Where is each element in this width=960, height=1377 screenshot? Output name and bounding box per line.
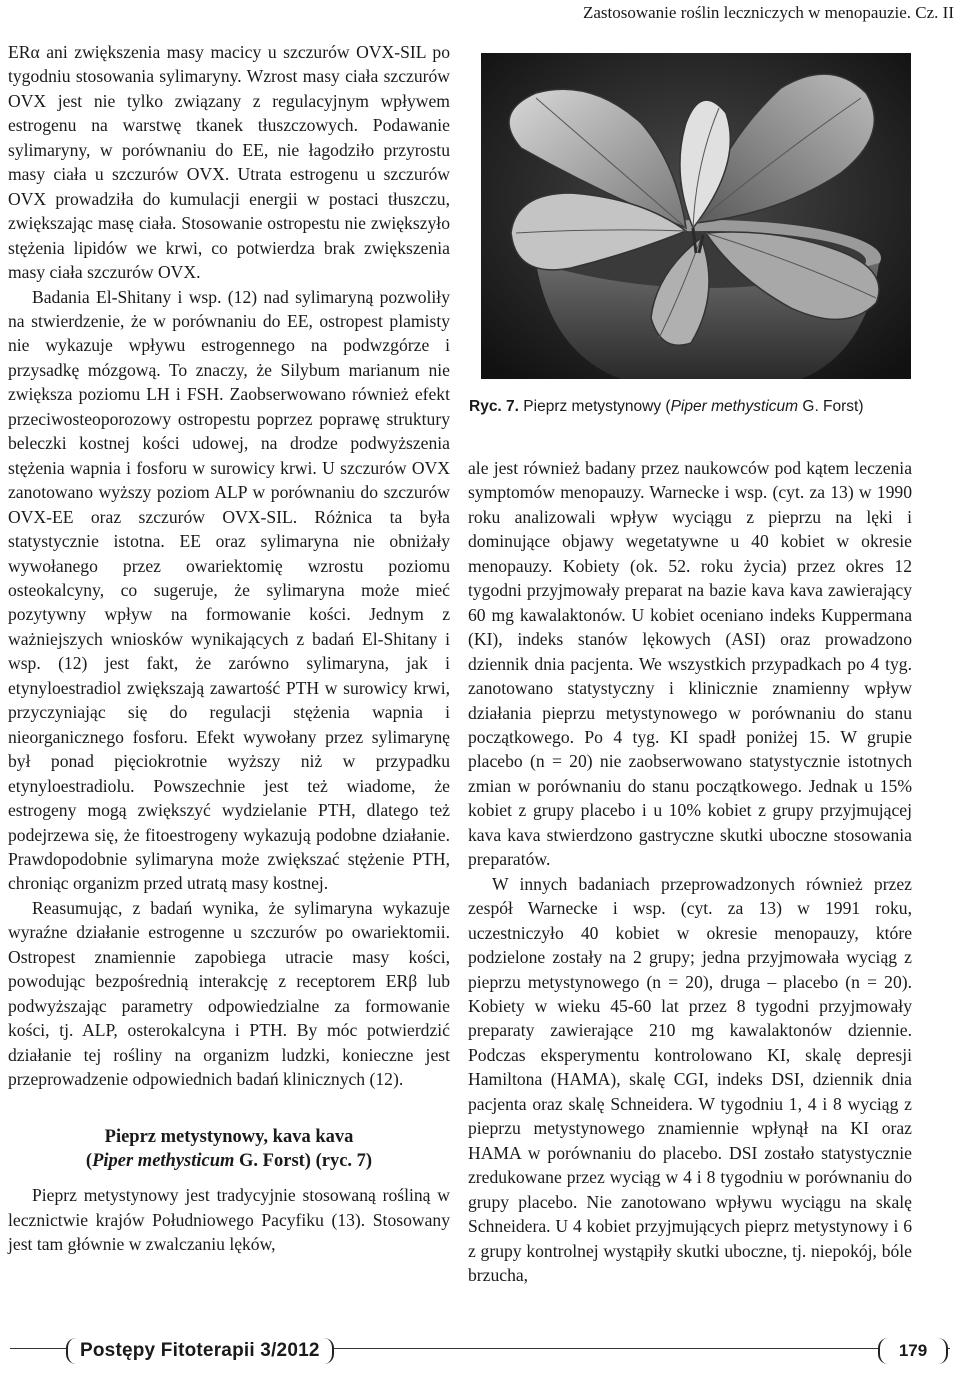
figure-plant-photo	[481, 53, 911, 379]
figure-caption	[469, 397, 914, 417]
page-number: 179	[878, 1338, 948, 1364]
paragraph: ale jest również badany przez naukowców pod kątem leczenia symptomów menopauzy. Warnecke i wsp. (cyt. za 13) w 1990 roku analizowali wpływ wyciągu z pieprzu na lęki i dominujące objawy wegetatywne u 40 kobiet w okresie menopauzy. Kobiety (ok. 52. roku życia) przez okres 12 tygodni przyjmowały preparat na bazie kava kava zawierający 60 mg kawalaktonów. U kobiet oceniano indeks Kuppermana (KI), indeks stanów lękowych (ASI) oraz prowadzono dziennik dnia pacjenta. We wszystkich przypadkach po 4 tyg. zanotowano statystyczny i klinicznie znamienny wpływ działania pieprzu metystynowego w porównaniu do stanu początkowego. Po 4 tyg. KI spadł poniżej 15. W grupie placebo (n = 20) nie zaobserwowano statystycznie istotnych zmian w porównaniu do stanu początkowego. Jednak u 15% kobiet z grupy placebo i u 10% kobiet z grupy przyjmującej kava kava stwierdzono gastryczne skutki uboczne stosowania preparatów.	[468, 458, 912, 870]
paragraph: W innych badaniach przeprowadzonych również przez zespół Warnecke i wsp. (cyt. za 13) w 1991 roku, uczestniczyło 40 kobiet w okresie menopauzy, które podzielone zostały na 2 grupy; jedna przyjmowała wyciąg z pieprzu metystynowego (n = 20), druga – placebo (n = 20). Kobiety w wieku 45-60 lat przez 8 tygodni przyjmowały preparaty zawierające 210 mg kawalaktonów dziennie. Podczas eksperymentu kontrolowano KI, skalę depresji Hamiltona (HAMA), skalę CGI, indeks DSI, dziennik dnia pacjenta oraz skalę Schneidera. W tygodniu 1, 4 i 8 wyciąg z pieprzu metystynowego znamiennie wpłynął na KI oraz HAMA w porównaniu do placebo. DSI zostało statystycznie zredukowane przez wyciąg w 4 i 8 tygodniu w porównaniu do grupy placebo. Nie zanotowano wpływu wyciągu na skalę Schneidera. U 4 kobiet przyjmujących pieprz metystynowy i 6 z grupy kontrolnej wystąpiły skutki uboczne, tj. niepokój, bóle brzucha,	[468, 873, 912, 1285]
running-head: Zastosowanie roślin leczniczych w menopauzie. Cz. II	[582, 3, 954, 22]
heading-rest: G. Forst) (ryc. 7)	[234, 1151, 373, 1172]
paragraph: Pieprz metystynowy jest tradycyjnie stosowaną rośliną w lecznictwie krajów Południowego Pacyfiku (13). Stosowany jest tam głównie w zwalczaniu lęków,	[8, 1185, 450, 1255]
plant-photo-illustration	[481, 53, 911, 379]
left-column	[8, 40, 450, 1257]
caption-label: Ryc. 7.	[469, 398, 519, 415]
paragraph: ERα ani zwiększenia masy macicy u szczurów OVX-SIL po tygodniu stosowania sylimaryny. Wzrost masy ciała szczurów OVX jest nie tylko związany z regulacyjnym wpływem estrogenu na warstwę tkanek tłuszczowych. Podawanie sylimaryny, w porównaniu do EE, nie łagodziło przyrostu masy ciała u szczurów OVX. Utrata estrogenu u szczurów OVX prowadziła do kumulacji energii w postaci tłuszczu, zwiększając masę ciała. Stosowanie ostropestu nie zwiększyło stężenia lipidów we krwi, co potwierdza brak zwiększenia masy ciała szczurów OVX.	[8, 42, 450, 283]
heading-line1: Pieprz metystynowy, kava kava	[104, 1127, 354, 1148]
section-heading	[8, 1125, 450, 1173]
heading-latin: Piper methysticum	[92, 1151, 235, 1172]
caption-text: Pieprz metystynowy (	[518, 398, 671, 415]
heading-open: (	[85, 1151, 93, 1172]
caption-latin: Piper methysticum	[670, 398, 799, 415]
footer	[6, 1338, 954, 1368]
caption-end: G. Forst)	[798, 398, 864, 415]
paragraph: Reasumując, z badań wynika, że sylimaryna wykazuje wyraźne działanie estrogenne u szczurów po owariektomii. Ostropest znamiennie zapobiega utracie masy kości, powodując bezpośrednią interakcję z receptorem ERβ lub podwyższając parametry odpowiedzialne za formowanie kości, tj. ALP, osterokalcyna i PTH. By móc potwierdzić działanie tej rośliny na organizm ludzki, konieczne jest przeprowadzenie odpowiednich badań klinicznych (12).	[8, 897, 450, 1090]
journal-title: Postępy Fitoterapii 3/2012	[66, 1338, 334, 1364]
paragraph: Badania El-Shitany i wsp. (12) nad sylimaryną pozwoliły na stwierdzenie, że w porównaniu do EE, ostropest plamisty nie wykazuje wpływu estrogennego na podwzgórze i przysadkę mózgową. To znaczy, że Silybum marianum nie zwiększa poziomu LH i FSH. Zaobserwowano również efekt przeciwosteoporozowy ostropestu poprzez poprawę struktury beleczki kostnej kości udowej, na drodze podwyższenia stężenia wapnia i fosforu w surowicy krwi. U szczurów OVX zanotowano wyższy poziom ALP w porównaniu do szczurów OVX-EE oraz szczurów OVX-SIL. Różnica ta była statystycznie istotna. EE oraz sylimaryna nie obniżały wywołanego przez owariektomię wzrostu poziomu osteokalcyny, co sugeruje, że sylimaryna może mieć pozytywny wpływ na formowanie kości. Jednym z ważniejszych wniosków wynikających z badań El-Shitany i wsp. (12) jest fakt, że zarówno sylimaryna, jak i etynyloestradiol zwiększają zawartość PTH w surowicy krwi, przyczyniając się do regulacji stężenia wapnia i nieorganicznego fosforu. Efekt wywołany przez sylimarynę był ponad pięciokrotnie wyższy niż w przypadku etynyloestradiolu. Powszechnie jest też wiadome, że estrogeny mogą zwiększyć wydzielanie PTH, dlatego też podejrzewa się, że fitoestrogeny wykazują podobne działanie. Prawdopodobnie sylimaryna może zwiększać stężenie PTH, chroniąc organizm przed utratą masy kostnej.	[8, 286, 450, 894]
right-column	[468, 456, 912, 1287]
